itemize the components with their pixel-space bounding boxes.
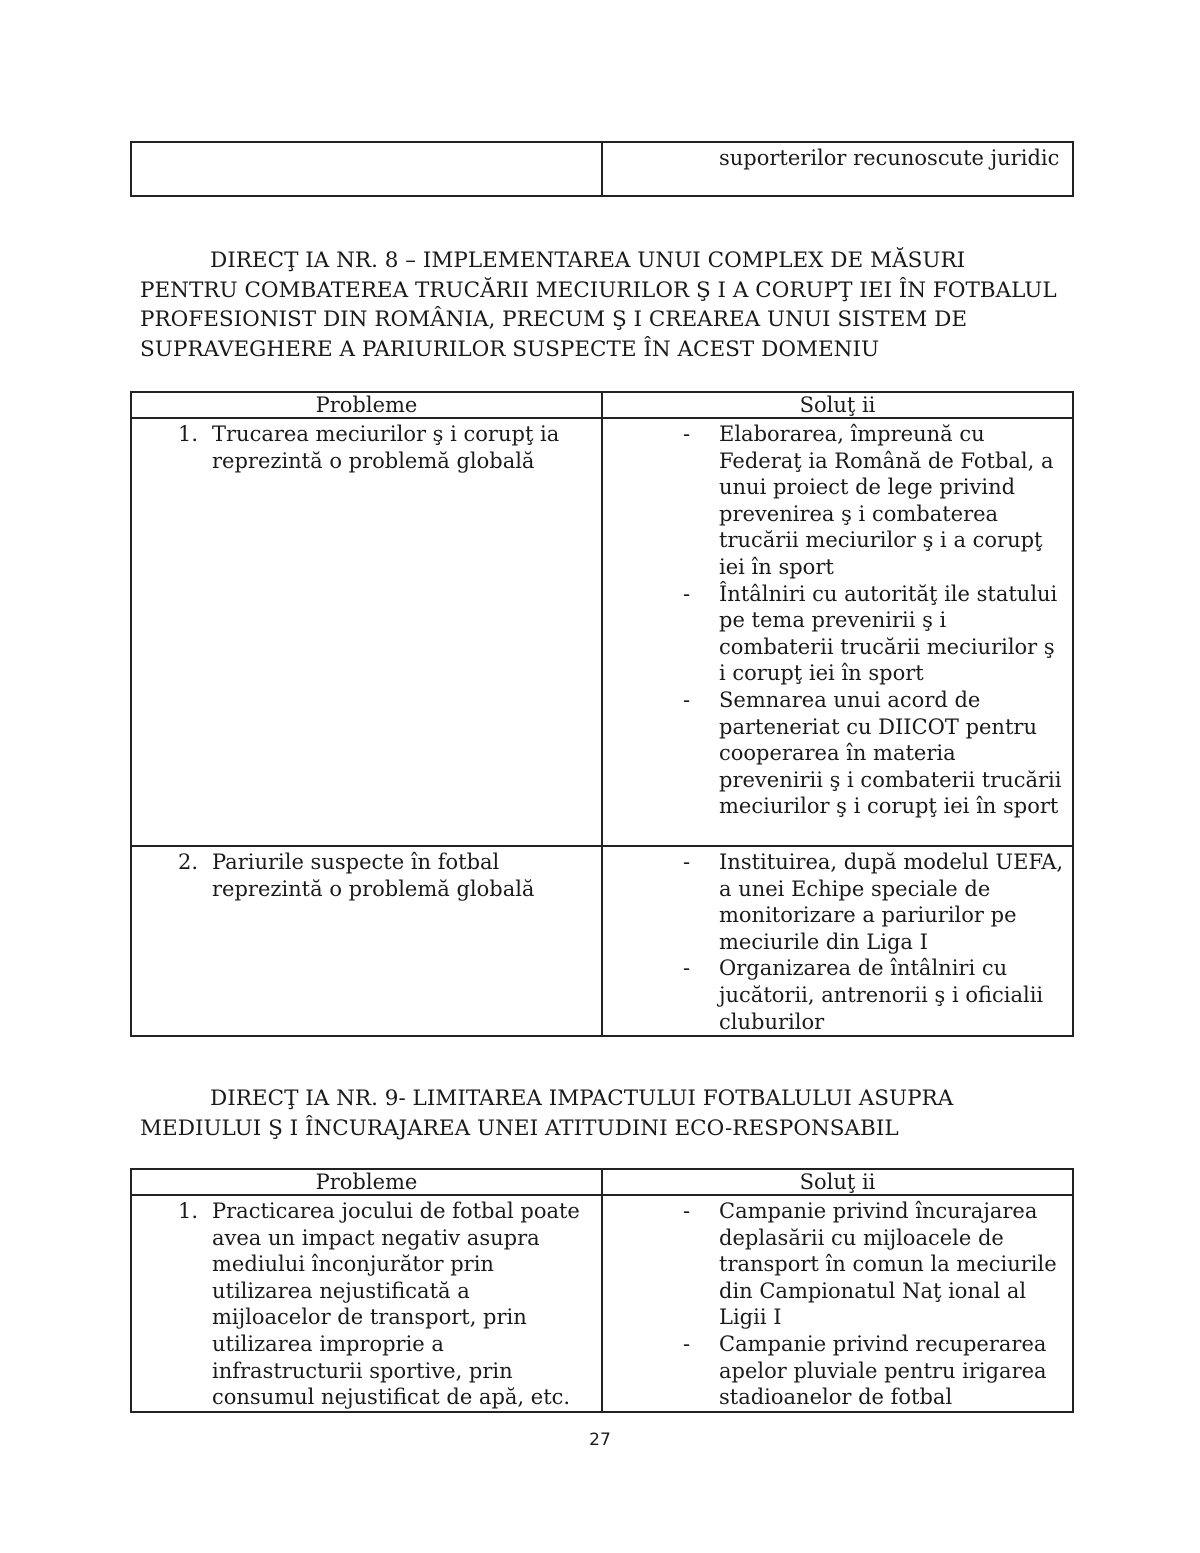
- continuation-cell-right: [602, 142, 1073, 196]
- problem-cell: [131, 846, 602, 1036]
- table-row: [131, 846, 1073, 1036]
- dash-bullet: -: [683, 422, 691, 446]
- solution-item: [683, 955, 1064, 1035]
- solution-text: Campanie privind încurajarea deplasării cu mijloacele de transport în comun la meciurile din Campionatul Naţ ional al Ligii I: [719, 1199, 1057, 1330]
- section8-heading-line: PENTRU COMBATEREA TRUCĂRII MECIURILOR Ş I A CORUPŢ IEI ÎN FOTBALUL: [140, 277, 1057, 303]
- solution-item: [683, 1331, 1064, 1411]
- problem-text: Trucarea meciurilor ş i corupţ ia reprezintă o problemă globală: [212, 422, 560, 473]
- solution-item: [683, 1198, 1064, 1331]
- solution-text: Organizarea de întâlniri cu jucătorii, antrenorii ş i oficialii cluburilor: [719, 956, 1044, 1034]
- dash-bullet: -: [683, 1199, 691, 1223]
- header-problems: Probleme: [131, 1169, 602, 1195]
- solutions-cell: [602, 1195, 1073, 1412]
- section8-table: [130, 391, 1074, 1037]
- solution-item: [683, 581, 1064, 687]
- header-solutions: Soluţ ii: [602, 392, 1073, 418]
- continuation-text: suporterilor recunoscute juridic: [719, 146, 1060, 170]
- solution-item: [683, 421, 1064, 581]
- solution-text: Campanie privind recuperarea apelor pluviale pentru irigarea stadioanelor de fotbal: [719, 1331, 1047, 1410]
- problem-text: Pariurile suspecte în fotbal reprezintă o problemă globală: [212, 850, 535, 901]
- dash-bullet: -: [683, 956, 691, 981]
- solutions-cell: [602, 846, 1073, 1036]
- section9-heading-line: DIRECŢ IA NR. 9- LIMITAREA IMPACTULUI FOTBALULUI ASUPRA: [210, 1086, 954, 1111]
- section8-heading-line: SUPRAVEGHERE A PARIURILOR SUSPECTE ÎN ACEST DOMENIU: [140, 336, 880, 362]
- solution-item: [683, 849, 1064, 955]
- table-row: [131, 1195, 1073, 1412]
- solution-text: Elaborarea, împreună cu Federaţ ia Română de Fotbal, a unui proiect de lege privind prevenirea ş i combaterea trucării meciurilor ş i a corupţ iei în sport: [719, 422, 1054, 579]
- row-number: 2.: [178, 850, 199, 874]
- solution-text: Instituirea, după modelul UEFA, a unei Echipe speciale de monitorizare a pariurilor pe meciurile din Liga I: [719, 850, 1064, 954]
- table-row: [131, 418, 1073, 846]
- section8-heading-line: DIRECŢ IA NR. 8 – IMPLEMENTAREA UNUI COMPLEX DE MĂSURI: [210, 248, 966, 273]
- header-problems: Probleme: [131, 392, 602, 418]
- solutions-cell: [602, 418, 1073, 846]
- row-number: 1.: [178, 1199, 199, 1223]
- header-solutions: Soluţ ii: [602, 1169, 1073, 1195]
- section9-table: [130, 1168, 1074, 1413]
- dash-bullet: -: [683, 850, 691, 874]
- dash-bullet: -: [683, 1331, 691, 1356]
- solution-text: Întâlniri cu autorităţ ile statului pe tema prevenirii ş i combaterii trucării meciurilor ş i corupţ iei în sport: [719, 581, 1058, 686]
- row-number: 1.: [178, 422, 199, 446]
- continuation-cell-left: [131, 142, 602, 196]
- problem-cell: [131, 1195, 602, 1412]
- page-number: 27: [589, 1430, 611, 1450]
- solution-text: Semnarea unui acord de parteneriat cu DIICOT pentru cooperarea în materia prevenirii ş i combaterii trucării meciurilor ş i corupţ iei în sport: [719, 687, 1062, 819]
- section9-heading: [140, 1084, 1070, 1143]
- section8-heading-line: PROFESIONIST DIN ROMÂNIA, PRECUM Ş I CREAREA UNUI SISTEM DE: [140, 307, 968, 332]
- dash-bullet: -: [683, 581, 691, 606]
- dash-bullet: -: [683, 687, 691, 712]
- continuation-table: [130, 141, 1074, 197]
- section9-heading-line: MEDIULUI Ş I ÎNCURAJAREA UNEI ATITUDINI ECO-RESPONSABIL: [140, 1115, 899, 1141]
- solution-item: [683, 687, 1064, 820]
- section8-heading: [140, 246, 1070, 364]
- problem-text: Practicarea jocului de fotbal poate avea un impact negativ asupra mediului înconjurător prin utilizarea nejustificată a mijloacelor de transport, prin utilizarea improprie a infrastructurii sportive, prin consumul nejustificat de apă, etc.: [212, 1199, 580, 1410]
- problem-cell: [131, 418, 602, 846]
